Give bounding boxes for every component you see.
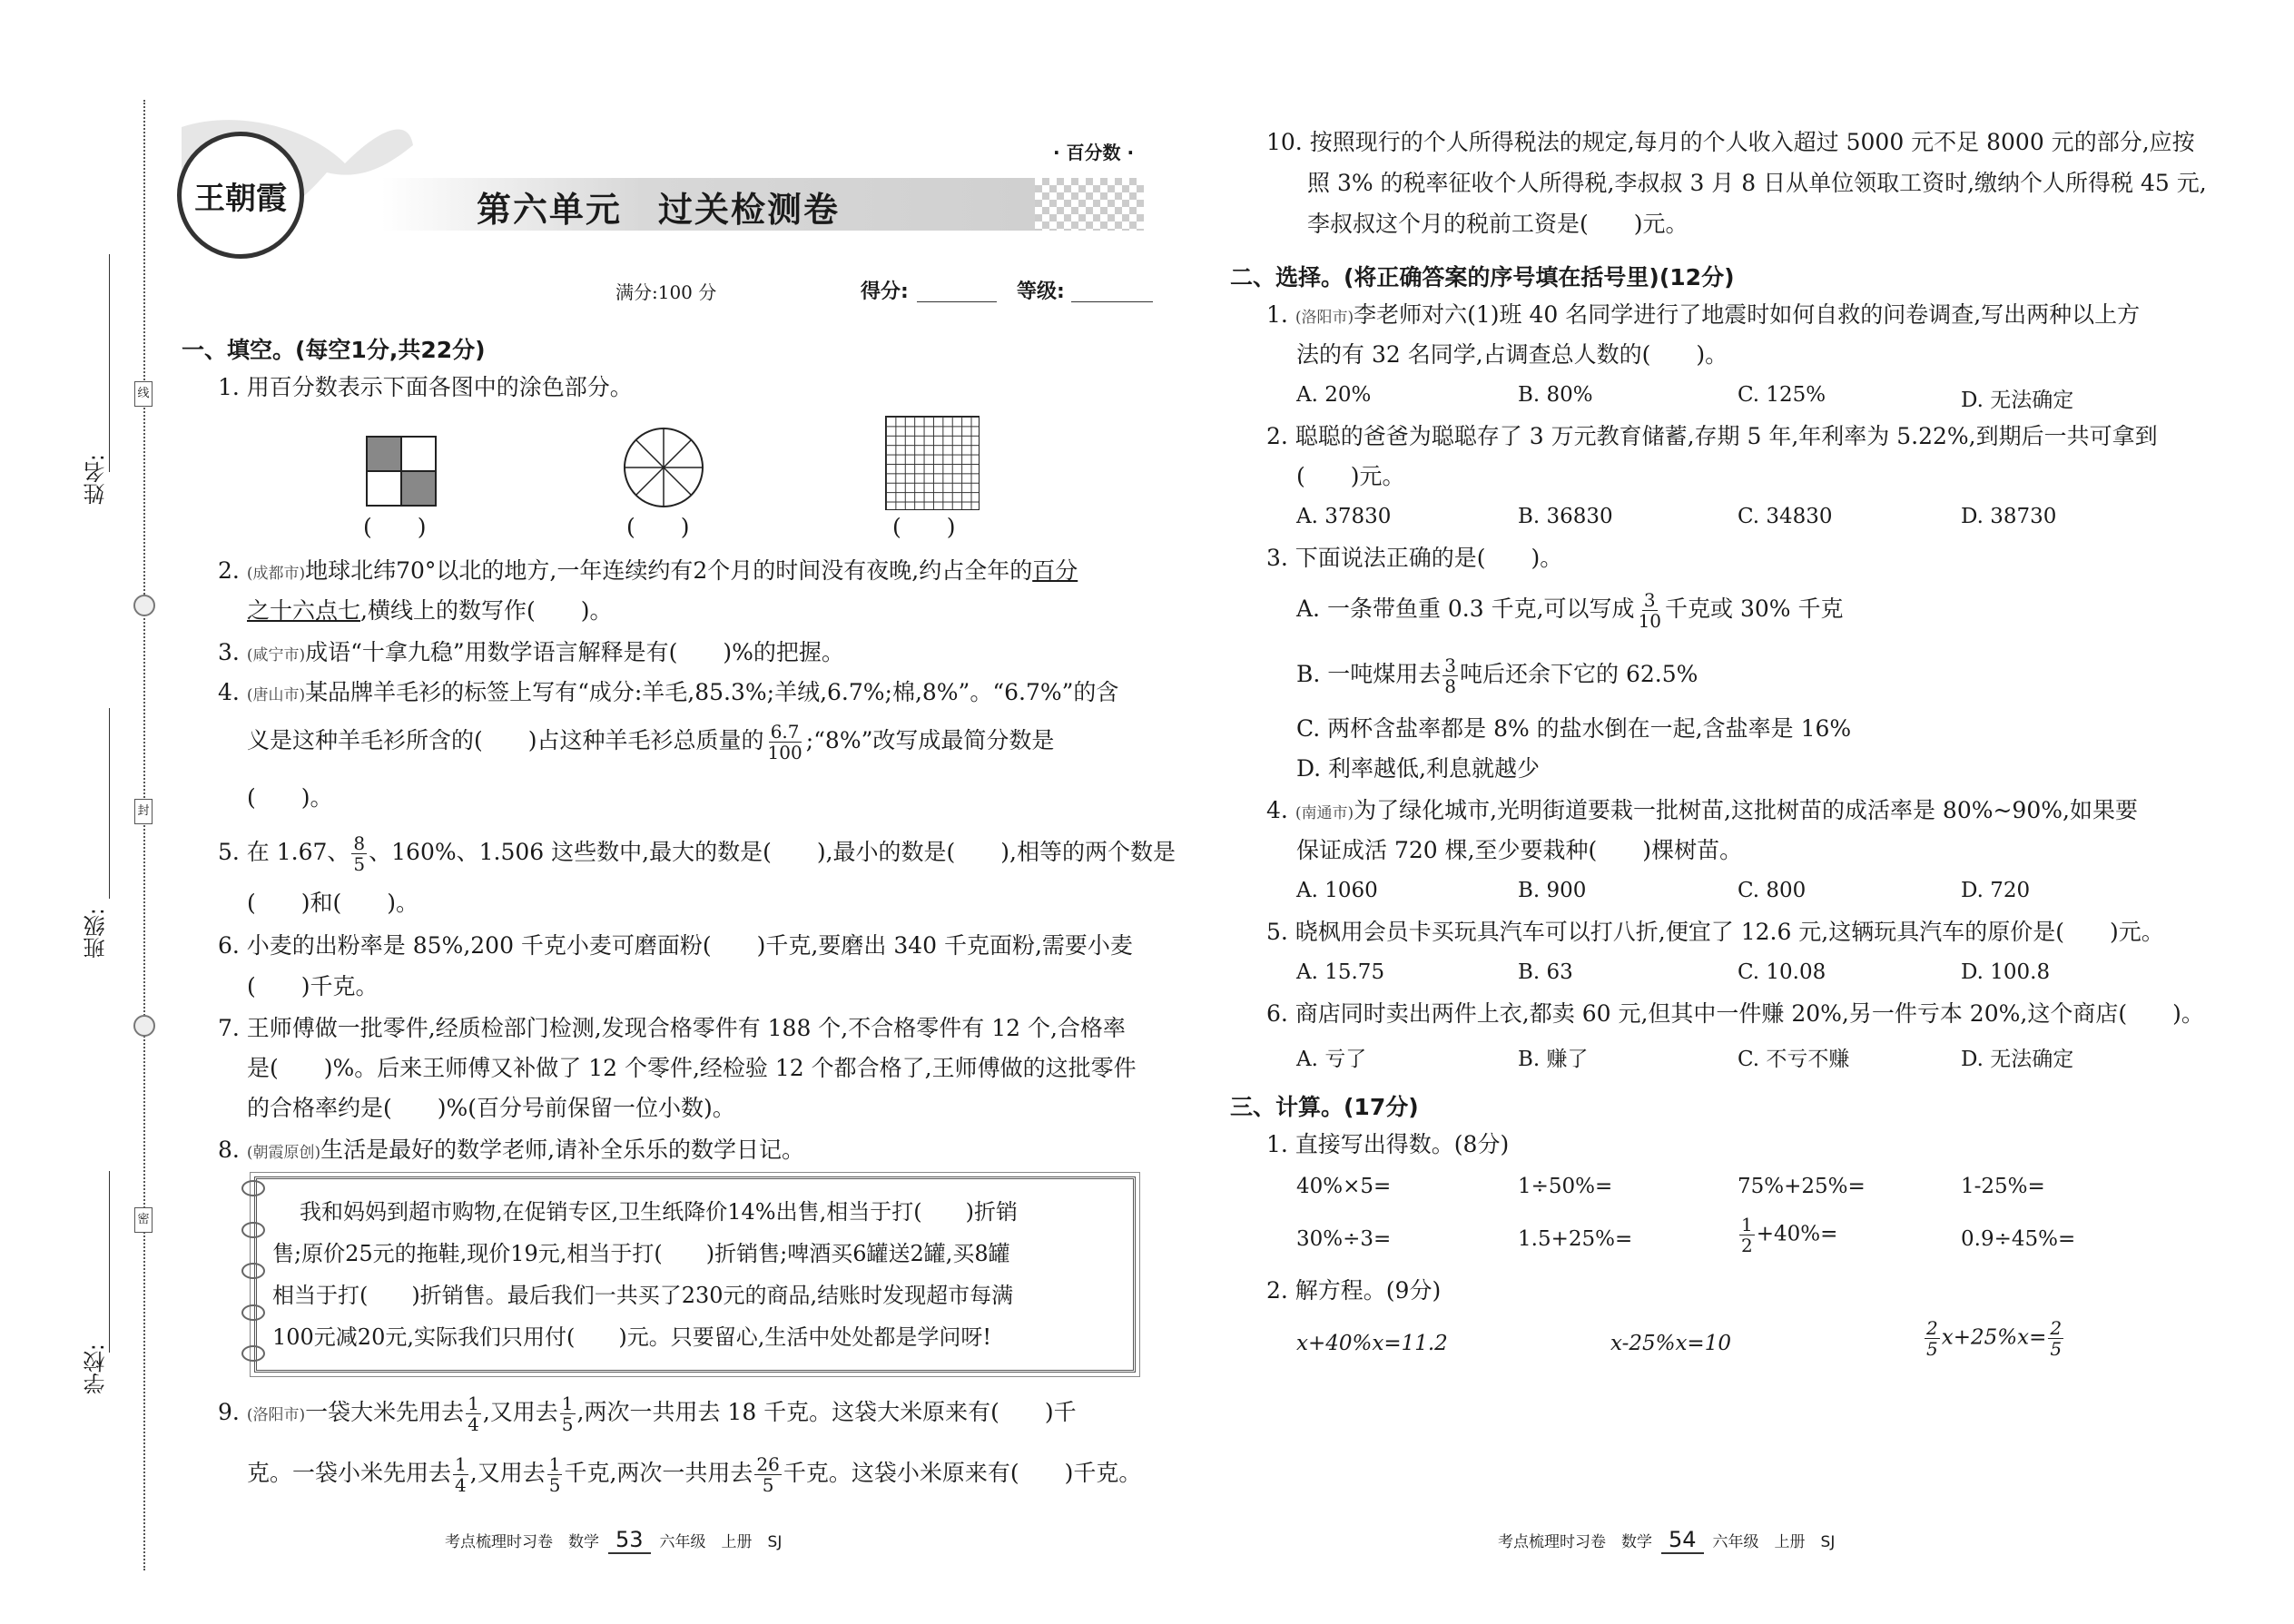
calc-item: 75%+25%= xyxy=(1738,1175,1866,1198)
s1-q10-line2: 照 3% 的税率征收个人所得税,李叔叔 3 月 8 日从单位领取工资时,缴纳个人所得税 45 元, xyxy=(1307,170,2207,196)
s2-q5-option[interactable]: C. 10.08 xyxy=(1738,960,1826,984)
circle-eighths-figure xyxy=(623,427,704,508)
s2-q6-option[interactable]: A. 亏了 xyxy=(1296,1048,1367,1071)
s2-q4-option[interactable]: B. 900 xyxy=(1518,879,1587,902)
page-number: 53 xyxy=(608,1527,651,1554)
s3-q1: 1. 直接写出得数。(8分) xyxy=(1266,1131,1510,1157)
s2-q5-option[interactable]: A. 15.75 xyxy=(1296,960,1385,984)
s2-q4-option[interactable]: D. 720 xyxy=(1961,879,2031,902)
school-label: 学校: xyxy=(84,1343,109,1395)
s1-q7-line3: 的合格率约是( )%(百分号前保留一位小数)。 xyxy=(247,1095,735,1121)
diary-line: 我和妈妈到超市购物,在促销专区,卫生纸降价14%出售,相当于打( )折销 xyxy=(300,1199,1018,1225)
s1-q2-line2: 之十六点七,横线上的数写作( )。 xyxy=(247,597,613,624)
spiral-ring-icon xyxy=(241,1345,265,1362)
s1-q4-line1: 4. (唐山市)某品牌羊毛衫的标签上写有“成分:羊毛,85.3%;羊绒,6.7%;棉,8%”。“6.7%”的含 xyxy=(218,679,1119,705)
s2-q2-option[interactable]: C. 34830 xyxy=(1738,505,1833,528)
brand-logo xyxy=(177,132,304,259)
s3-q2: 2. 解方程。(9分) xyxy=(1266,1277,1442,1304)
section1-heading: 一、填空。(每空1分,共22分) xyxy=(182,337,486,363)
equation: $\frac{2}{5}$ x+25%x= $\frac{2}{5}$ xyxy=(1926,1317,2063,1360)
calc-item: 30%÷3= xyxy=(1296,1227,1392,1251)
s2-q6-option[interactable]: B. 赚了 xyxy=(1518,1048,1589,1071)
s1-q3: 3. (咸宁市)成语“十拿九稳”用数学语言解释是有( )%的把握。 xyxy=(218,639,844,665)
s2-q3-option-b[interactable]: B. 一吨煤用去 $\frac{3}{8}$ 吨后还余下它的 62.5% xyxy=(1296,655,1698,697)
page-number: 54 xyxy=(1661,1527,1704,1554)
class-label: 班级: xyxy=(84,908,109,960)
s2-q3-option-d[interactable]: D. 利率越低,利息就越少 xyxy=(1296,755,1540,782)
s1-q8: 8. (朝霞原创)生活是最好的数学老师,请补全乐乐的数学日记。 xyxy=(218,1137,805,1163)
s1-q7-line2: 是( )%。后来王师傅又补做了 12 个零件,经检验 12 个都合格了,王师傅做的这批零件 xyxy=(247,1055,1137,1081)
hundred-grid-figure xyxy=(885,416,980,510)
s1-q5-line2: ( )和( )。 xyxy=(247,890,419,916)
school-underline xyxy=(109,1171,110,1353)
q1-blank-a[interactable]: ( ) xyxy=(363,514,427,540)
s1-q6-line1: 6. 小麦的出粉率是 85%,200 千克小麦可磨面粉( )千克,要磨出 340 千克面粉,需要小麦 xyxy=(218,932,1133,959)
calc-item: 1-25%= xyxy=(1961,1175,2045,1198)
calc-item: $\frac{1}{2}$ +40%= xyxy=(1741,1214,1838,1256)
s2-q1-line2: 法的有 32 名同学,占调查总人数的( )。 xyxy=(1296,341,1728,368)
seal-mark-line: 线 xyxy=(134,381,153,407)
s1-q5-line1: 5. 在 1.67、 $\frac{8}{5}$ 、160%、1.506 这些数中,最大的数是( ),最小的数是( ),相等的两个数是 xyxy=(218,832,1177,875)
spiral-ring-icon xyxy=(241,1304,265,1321)
q1-blank-c[interactable]: ( ) xyxy=(892,514,956,540)
s2-q6: 6. 商店同时卖出两件上衣,都卖 60 元,但其中一件赚 20%,另一件亏本 20%,这个商店( )。 xyxy=(1266,1000,2204,1027)
s1-q6-line2: ( )千克。 xyxy=(247,973,379,999)
s1-q9-line2: 克。一袋小米先用去 $\frac{1}{4}$ ,又用去 $\frac{1}{5}$ 千克,两次一共用去 $\frac{26}{5}$ 千克。这袋小米原来有( )千克。 xyxy=(247,1453,1142,1496)
title-checker-pattern xyxy=(1035,178,1144,231)
diary-line: 100元减20元,实际我们只用付( )元。只要留心,生活中处处都是学问呀! xyxy=(272,1324,991,1350)
s2-q6-option[interactable]: C. 不亏不赚 xyxy=(1738,1048,1850,1071)
s2-q3-option-a[interactable]: A. 一条带鱼重 0.3 千克,可以写成 $\frac{3}{10}$ 千克或 30% 千克 xyxy=(1296,589,1844,632)
s2-q1-option[interactable]: B. 80% xyxy=(1518,383,1593,407)
equation: x+40%x=11.2 xyxy=(1296,1332,1448,1355)
s2-q1-option[interactable]: D. 无法确定 xyxy=(1961,389,2074,412)
footer-left: 考点梳理时习卷 数学 53 六年级 上册 SJ xyxy=(445,1527,783,1552)
s1-q2-line1: 2. (成都市)地球北纬70°以北的地方,一年连续约有2个月的时间没有夜晚,约占全年的百分 xyxy=(218,557,1078,584)
equation: x-25%x=10 xyxy=(1610,1332,1731,1355)
s2-q2-line1: 2. 聪聪的爸爸为聪聪存了 3 万元教育储蓄,存期 5 年,年利率为 5.22%,到期后一共可拿到 xyxy=(1266,423,2158,449)
section2-heading: 二、选择。(将正确答案的序号填在括号里)(12分) xyxy=(1230,264,1735,290)
s1-q10-line3: 李叔叔这个月的税前工资是( )元。 xyxy=(1307,211,1689,237)
square-quarters-figure xyxy=(366,436,437,507)
diary-line: 售;原价25元的拖鞋,现价19元,相当于打( )折销售;啤酒买6罐送2罐,买8罐 xyxy=(272,1241,1010,1266)
s2-q5-option[interactable]: D. 100.8 xyxy=(1961,960,2051,984)
s2-q1-option[interactable]: C. 125% xyxy=(1738,383,1826,407)
s2-q2-option[interactable]: D. 38730 xyxy=(1961,505,2057,528)
s2-q3: 3. 下面说法正确的是( )。 xyxy=(1266,545,1563,571)
calc-item: 1÷50%= xyxy=(1518,1175,1613,1198)
s2-q3-option-c[interactable]: C. 两杯含盐率都是 8% 的盐水倒在一起,含盐率是 16% xyxy=(1296,715,1852,742)
s2-q1-option[interactable]: A. 20% xyxy=(1296,383,1372,407)
s2-q2-option[interactable]: A. 37830 xyxy=(1296,505,1392,528)
s2-q5: 5. 晓枫用会员卡买玩具汽车可以打八折,便宜了 12.6 元,这辆玩具汽车的原价是( )元。 xyxy=(1266,919,2164,945)
score-field[interactable] xyxy=(917,301,997,302)
brand-name: 王朝霞 xyxy=(194,180,287,217)
calc-item: 0.9÷45%= xyxy=(1961,1227,2076,1251)
name-underline xyxy=(109,254,110,472)
q1-blank-b[interactable]: ( ) xyxy=(626,514,690,540)
grade-field[interactable] xyxy=(1071,301,1153,302)
page-title: 第六单元 过关检测卷 xyxy=(477,190,841,230)
topic-label: · 百分数 · xyxy=(1053,142,1135,163)
binding-dotted-line xyxy=(143,100,145,1570)
score-label: 得分: xyxy=(861,281,909,303)
s2-q1-line1: 1. (洛阳市)李老师对六(1)班 40 名同学进行了地震时如何自救的问卷调查,写出两种以上方 xyxy=(1266,301,2141,328)
s2-q2-option[interactable]: B. 36830 xyxy=(1518,505,1613,528)
diary-line: 相当于打( )折销售。最后我们一共买了230元的商品,结账时发现超市每满 xyxy=(272,1283,1014,1308)
section3-heading: 三、计算。(17分) xyxy=(1230,1094,1419,1120)
s1-q7-line1: 7. 王师傅做一批零件,经质检部门检测,发现合格零件有 188 个,不合格零件有 12 个,合格率 xyxy=(218,1015,1126,1041)
s2-q4-option[interactable]: C. 800 xyxy=(1738,879,1807,902)
s2-q4-line1: 4. (南通市)为了绿化城市,光明街道要栽一批树苗,这批树苗的成活率是 80%~90%,如果要 xyxy=(1266,797,2138,823)
calc-item: 1.5+25%= xyxy=(1518,1227,1633,1251)
spiral-ring-icon xyxy=(241,1180,265,1196)
grade-label: 等级: xyxy=(1017,281,1065,303)
full-score: 满分:100 分 xyxy=(615,281,717,303)
s2-q5-option[interactable]: B. 63 xyxy=(1518,960,1573,984)
seal-mark-seal: 封 xyxy=(134,799,153,824)
name-label: 姓名: xyxy=(84,454,109,506)
s2-q2-line2: ( )元。 xyxy=(1296,463,1405,489)
seal-mark-secret: 密 xyxy=(134,1207,153,1233)
spiral-ring-icon xyxy=(241,1222,265,1238)
binding-ring-icon xyxy=(133,1015,155,1037)
s1-q1: 1. 用百分数表示下面各图中的涂色部分。 xyxy=(218,374,633,400)
s1-q10-line1: 10. 按照现行的个人所得税法的规定,每月的个人收入超过 5000 元不足 8000 元的部分,应按 xyxy=(1266,129,2195,155)
binding-ring-icon xyxy=(133,595,155,616)
class-underline xyxy=(109,708,110,899)
s1-q4-line3: ( )。 xyxy=(247,784,333,811)
s2-q4-line2: 保证成活 720 棵,至少要栽种( )棵树苗。 xyxy=(1296,837,1743,863)
footer-right: 考点梳理时习卷 数学 54 六年级 上册 SJ xyxy=(1498,1527,1836,1552)
s1-q4-line2: 义是这种羊毛衫所含的( )占这种羊毛衫总质量的 $\frac{6.7}{100}$ ;“8%”改写成最简分数是 xyxy=(247,721,1055,763)
calc-item: 40%×5= xyxy=(1296,1175,1392,1198)
s2-q6-option[interactable]: D. 无法确定 xyxy=(1961,1048,2074,1071)
s1-q9-line1: 9. (洛阳市)一袋大米先用去 $\frac{1}{4}$ ,又用去 $\frac{1}{5}$ ,两次一共用去 18 千克。这袋大米原来有( )千 xyxy=(218,1393,1077,1435)
diary-spiral xyxy=(241,1180,269,1362)
spiral-ring-icon xyxy=(241,1263,265,1279)
s2-q4-option[interactable]: A. 1060 xyxy=(1296,879,1378,902)
